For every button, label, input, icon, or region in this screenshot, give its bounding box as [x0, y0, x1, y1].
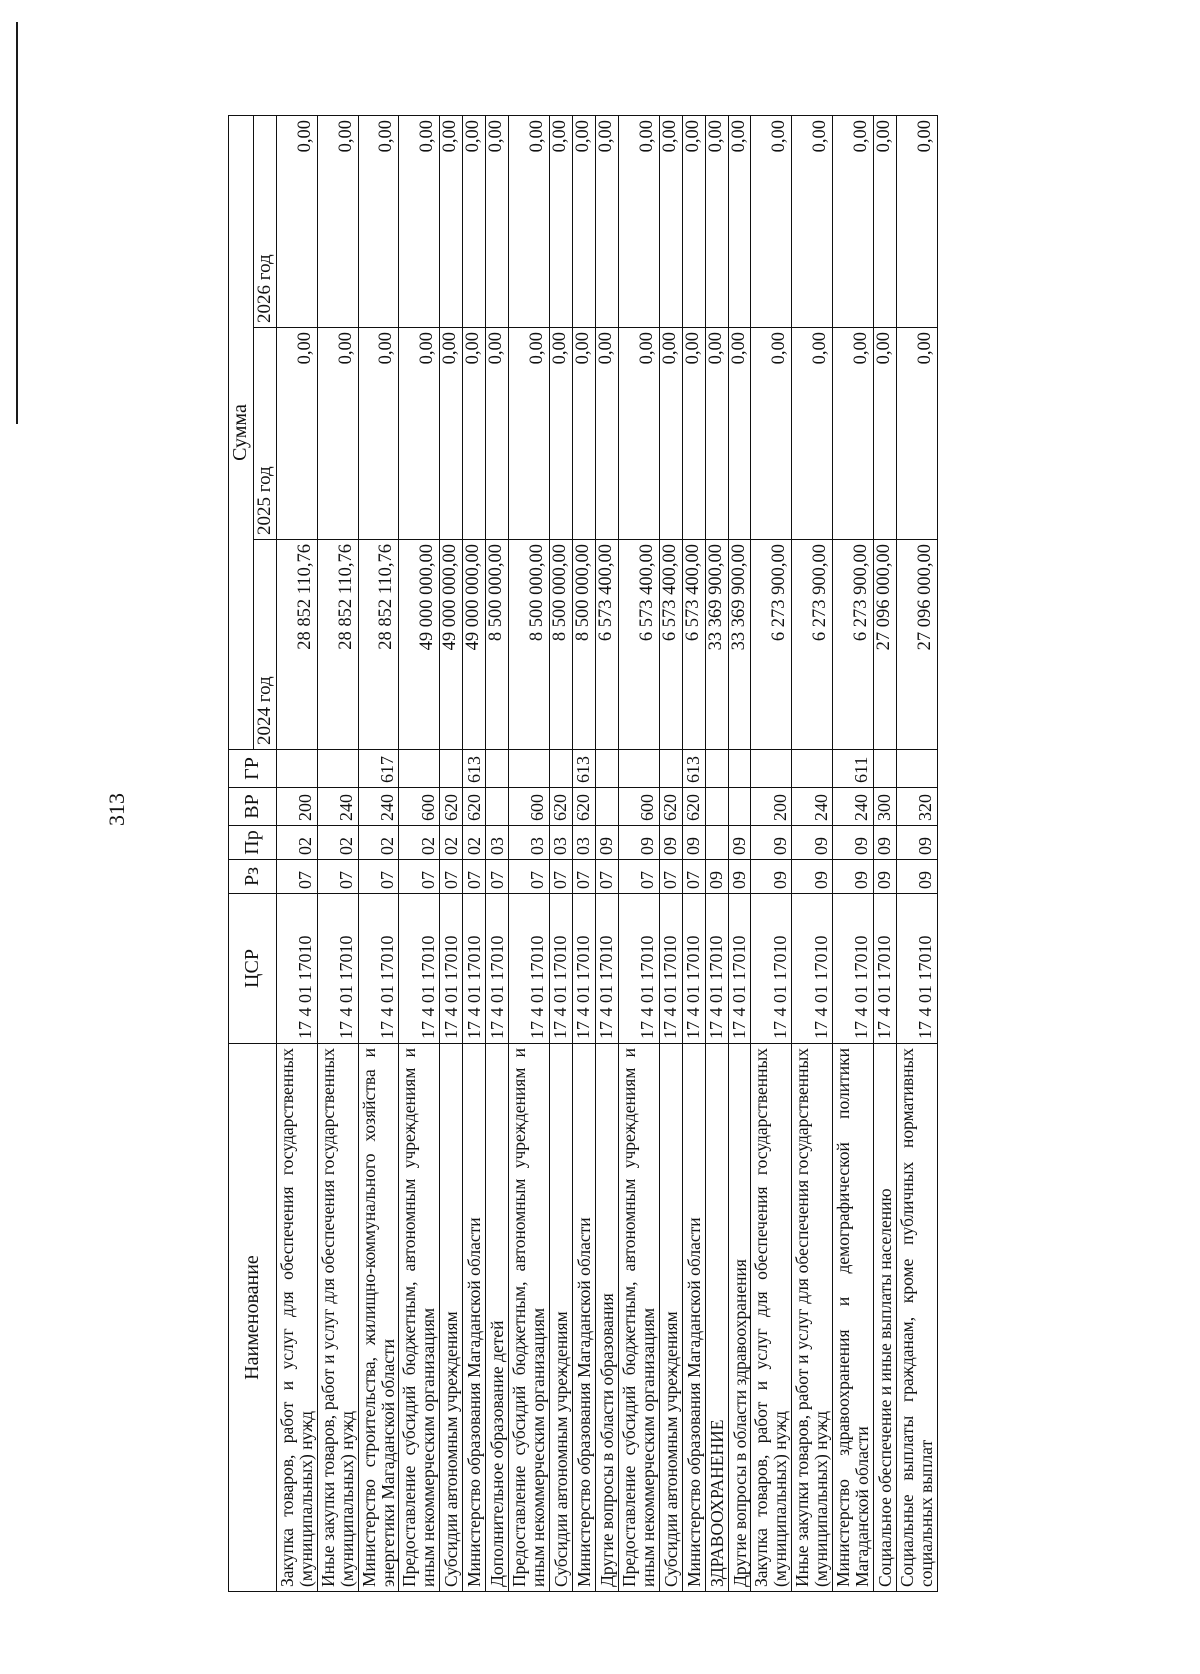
cell-csr: 17 4 01 17010 — [873, 894, 896, 1044]
cell-csr: 17 4 01 17010 — [792, 894, 833, 1044]
cell-rz: 07 — [486, 860, 509, 894]
cell-gr — [399, 750, 440, 788]
cell-sum-2026: 0,00 — [833, 115, 874, 327]
cell-name: Закупка товаров, работ и услуг для обеспечения государственных (муниципальных) нужд — [277, 1044, 318, 1592]
cell-csr: 17 4 01 17010 — [833, 894, 874, 1044]
table-header-row — [229, 115, 254, 1591]
cell-sum-2026: 0,00 — [509, 115, 550, 327]
cell-sum-2024: 6 573 400,00 — [682, 540, 705, 750]
cell-gr — [509, 750, 550, 788]
cell-sum-2026: 0,00 — [440, 115, 463, 327]
table-row — [358, 115, 399, 1591]
cell-name: Субсидии автономным учреждениям — [659, 1044, 682, 1592]
cell-pr: 09 — [873, 826, 896, 860]
cell-sum-2025: 0,00 — [463, 328, 486, 540]
cell-sum-2024: 8 500 000,00 — [509, 540, 550, 750]
header-pr: Пр — [229, 826, 277, 860]
table-row — [440, 115, 463, 1591]
table-row — [463, 115, 486, 1591]
cell-vr: 240 — [833, 788, 874, 826]
header-year-2024: 2024 год — [253, 540, 277, 750]
cell-rz: 09 — [833, 860, 874, 894]
cell-pr: 09 — [728, 826, 751, 860]
cell-vr: 240 — [358, 788, 399, 826]
cell-sum-2025: 0,00 — [751, 328, 792, 540]
table-row — [572, 115, 595, 1591]
cell-sum-2024: 6 573 400,00 — [618, 540, 659, 750]
cell-vr: 620 — [549, 788, 572, 826]
cell-sum-2024: 8 500 000,00 — [486, 540, 509, 750]
cell-sum-2025: 0,00 — [682, 328, 705, 540]
header-year-2025: 2025 год — [253, 328, 277, 540]
cell-rz: 07 — [509, 860, 550, 894]
cell-csr: 17 4 01 17010 — [659, 894, 682, 1044]
cell-pr: 09 — [659, 826, 682, 860]
scan-edge-line — [16, 22, 18, 424]
cell-pr: 03 — [509, 826, 550, 860]
cell-sum-2025: 0,00 — [873, 328, 896, 540]
cell-csr: 17 4 01 17010 — [618, 894, 659, 1044]
cell-sum-2026: 0,00 — [896, 115, 937, 327]
cell-vr: 620 — [572, 788, 595, 826]
cell-sum-2026: 0,00 — [618, 115, 659, 327]
cell-sum-2026: 0,00 — [572, 115, 595, 327]
cell-sum-2025: 0,00 — [277, 328, 318, 540]
cell-pr: 02 — [358, 826, 399, 860]
cell-sum-2024: 49 000 000,00 — [399, 540, 440, 750]
cell-pr: 03 — [572, 826, 595, 860]
table-row — [659, 115, 682, 1591]
page-number: 313 — [104, 793, 129, 826]
cell-pr — [705, 826, 728, 860]
cell-rz: 07 — [399, 860, 440, 894]
header-gr: ГР — [229, 750, 277, 788]
cell-csr: 17 4 01 17010 — [572, 894, 595, 1044]
table-row — [317, 115, 358, 1591]
cell-gr — [751, 750, 792, 788]
cell-sum-2025: 0,00 — [572, 328, 595, 540]
table-row — [728, 115, 751, 1591]
cell-sum-2025: 0,00 — [358, 328, 399, 540]
cell-rz: 07 — [618, 860, 659, 894]
cell-gr: 613 — [572, 750, 595, 788]
cell-sum-2025: 0,00 — [509, 328, 550, 540]
cell-sum-2025: 0,00 — [728, 328, 751, 540]
cell-name: Дополнительное образование детей — [486, 1044, 509, 1592]
cell-name: Другие вопросы в области образования — [595, 1044, 618, 1592]
cell-rz: 07 — [549, 860, 572, 894]
header-rz: Рз — [229, 860, 277, 894]
cell-name: ЗДРАВООХРАНЕНИЕ — [705, 1044, 728, 1592]
cell-sum-2026: 0,00 — [358, 115, 399, 327]
cell-sum-2024: 27 096 000,00 — [873, 540, 896, 750]
cell-name: Иные закупки товаров, работ и услуг для обеспечения государственных (муниципальных) нужд — [792, 1044, 833, 1592]
cell-name: Социальное обеспечение и иные выплаты населению — [873, 1044, 896, 1592]
cell-csr: 17 4 01 17010 — [486, 894, 509, 1044]
cell-csr: 17 4 01 17010 — [751, 894, 792, 1044]
cell-vr: 200 — [277, 788, 318, 826]
cell-name: Предоставление субсидий бюджетным, автономным учреждениям и иным некоммерческим организациям — [618, 1044, 659, 1592]
header-vr: ВР — [229, 788, 277, 826]
cell-csr: 17 4 01 17010 — [277, 894, 318, 1044]
cell-vr: 600 — [509, 788, 550, 826]
cell-csr: 17 4 01 17010 — [463, 894, 486, 1044]
cell-vr: 240 — [792, 788, 833, 826]
cell-sum-2024: 6 573 400,00 — [659, 540, 682, 750]
cell-pr: 09 — [792, 826, 833, 860]
cell-rz: 09 — [705, 860, 728, 894]
cell-gr — [618, 750, 659, 788]
cell-csr: 17 4 01 17010 — [728, 894, 751, 1044]
cell-name: Министерство образования Магаданской области — [463, 1044, 486, 1592]
cell-pr: 02 — [440, 826, 463, 860]
cell-rz: 07 — [572, 860, 595, 894]
cell-csr: 17 4 01 17010 — [509, 894, 550, 1044]
cell-sum-2024: 6 273 900,00 — [792, 540, 833, 750]
cell-vr: 620 — [682, 788, 705, 826]
cell-rz: 07 — [277, 860, 318, 894]
cell-sum-2026: 0,00 — [792, 115, 833, 327]
table-row — [277, 115, 318, 1591]
cell-gr: 617 — [358, 750, 399, 788]
cell-rz: 09 — [728, 860, 751, 894]
cell-sum-2024: 6 273 900,00 — [833, 540, 874, 750]
cell-pr: 02 — [463, 826, 486, 860]
cell-csr: 17 4 01 17010 — [358, 894, 399, 1044]
cell-sum-2024: 28 852 110,76 — [317, 540, 358, 750]
cell-name: Другие вопросы в области здравоохранения — [728, 1044, 751, 1592]
cell-sum-2024: 27 096 000,00 — [896, 540, 937, 750]
cell-gr — [317, 750, 358, 788]
table-row — [833, 115, 874, 1591]
cell-vr: 300 — [873, 788, 896, 826]
cell-sum-2025: 0,00 — [659, 328, 682, 540]
cell-vr — [728, 788, 751, 826]
table-row — [509, 115, 550, 1591]
cell-gr — [873, 750, 896, 788]
cell-sum-2024: 28 852 110,76 — [358, 540, 399, 750]
cell-sum-2024: 33 369 900,00 — [705, 540, 728, 750]
cell-gr — [728, 750, 751, 788]
cell-gr — [595, 750, 618, 788]
cell-sum-2026: 0,00 — [659, 115, 682, 327]
header-csr: ЦСР — [229, 894, 277, 1044]
rotated-page-content — [228, 116, 1078, 1592]
table-body — [277, 115, 937, 1591]
cell-pr: 09 — [595, 826, 618, 860]
cell-sum-2025: 0,00 — [792, 328, 833, 540]
cell-csr: 17 4 01 17010 — [682, 894, 705, 1044]
cell-rz: 07 — [659, 860, 682, 894]
cell-gr — [659, 750, 682, 788]
cell-csr: 17 4 01 17010 — [399, 894, 440, 1044]
cell-gr — [440, 750, 463, 788]
cell-sum-2025: 0,00 — [618, 328, 659, 540]
cell-rz: 07 — [358, 860, 399, 894]
cell-vr: 200 — [751, 788, 792, 826]
cell-sum-2026: 0,00 — [486, 115, 509, 327]
cell-pr: 02 — [277, 826, 318, 860]
cell-rz: 09 — [792, 860, 833, 894]
cell-sum-2026: 0,00 — [751, 115, 792, 327]
cell-sum-2025: 0,00 — [833, 328, 874, 540]
cell-sum-2025: 0,00 — [896, 328, 937, 540]
cell-sum-2025: 0,00 — [399, 328, 440, 540]
cell-sum-2026: 0,00 — [873, 115, 896, 327]
table-row — [873, 115, 896, 1591]
cell-sum-2026: 0,00 — [705, 115, 728, 327]
cell-vr: 320 — [896, 788, 937, 826]
cell-sum-2026: 0,00 — [277, 115, 318, 327]
cell-pr: 03 — [486, 826, 509, 860]
cell-sum-2024: 8 500 000,00 — [572, 540, 595, 750]
cell-sum-2025: 0,00 — [705, 328, 728, 540]
cell-gr — [705, 750, 728, 788]
cell-name: Предоставление субсидий бюджетным, автономным учреждениям и иным некоммерческим организациям — [509, 1044, 550, 1592]
cell-vr — [486, 788, 509, 826]
cell-sum-2024: 6 273 900,00 — [751, 540, 792, 750]
cell-name: Министерство здравоохранения и демографической политики Магаданской области — [833, 1044, 874, 1592]
cell-name: Субсидии автономным учреждениям — [549, 1044, 572, 1592]
cell-csr: 17 4 01 17010 — [595, 894, 618, 1044]
cell-rz: 07 — [440, 860, 463, 894]
cell-sum-2025: 0,00 — [595, 328, 618, 540]
cell-gr — [486, 750, 509, 788]
cell-rz: 07 — [463, 860, 486, 894]
cell-rz: 07 — [317, 860, 358, 894]
cell-sum-2025: 0,00 — [549, 328, 572, 540]
cell-csr: 17 4 01 17010 — [549, 894, 572, 1044]
cell-sum-2024: 6 573 400,00 — [595, 540, 618, 750]
cell-vr: 620 — [659, 788, 682, 826]
cell-sum-2024: 49 000 000,00 — [440, 540, 463, 750]
table-row — [751, 115, 792, 1591]
cell-sum-2026: 0,00 — [399, 115, 440, 327]
cell-sum-2026: 0,00 — [463, 115, 486, 327]
cell-gr: 611 — [833, 750, 874, 788]
cell-name: Министерство строительства, жилищно-коммунального хозяйства и энергетики Магаданской области — [358, 1044, 399, 1592]
cell-name: Иные закупки товаров, работ и услуг для обеспечения государственных (муниципальных) нужд — [317, 1044, 358, 1592]
cell-sum-2024: 8 500 000,00 — [549, 540, 572, 750]
cell-sum-2026: 0,00 — [728, 115, 751, 327]
cell-gr: 613 — [463, 750, 486, 788]
cell-gr — [792, 750, 833, 788]
header-year-2026: 2026 год — [253, 115, 277, 327]
table-row — [549, 115, 572, 1591]
cell-rz: 07 — [682, 860, 705, 894]
cell-vr: 620 — [440, 788, 463, 826]
cell-sum-2026: 0,00 — [595, 115, 618, 327]
cell-pr: 09 — [682, 826, 705, 860]
cell-sum-2025: 0,00 — [486, 328, 509, 540]
table-row — [705, 115, 728, 1591]
cell-vr — [595, 788, 618, 826]
cell-rz: 09 — [751, 860, 792, 894]
table-row — [618, 115, 659, 1591]
cell-sum-2025: 0,00 — [317, 328, 358, 540]
cell-name: Субсидии автономным учреждениям — [440, 1044, 463, 1592]
cell-name: Закупка товаров, работ и услуг для обеспечения государственных (муниципальных) нужд — [751, 1044, 792, 1592]
table-row — [792, 115, 833, 1591]
cell-vr: 600 — [618, 788, 659, 826]
cell-vr — [705, 788, 728, 826]
cell-pr: 09 — [618, 826, 659, 860]
cell-sum-2026: 0,00 — [549, 115, 572, 327]
header-name: Наименование — [229, 1044, 277, 1592]
cell-name: Министерство образования Магаданской области — [682, 1044, 705, 1592]
cell-pr: 02 — [399, 826, 440, 860]
cell-rz: 09 — [896, 860, 937, 894]
table-row — [399, 115, 440, 1591]
cell-gr — [277, 750, 318, 788]
table-row — [486, 115, 509, 1591]
cell-vr: 240 — [317, 788, 358, 826]
cell-vr: 600 — [399, 788, 440, 826]
cell-rz: 09 — [873, 860, 896, 894]
table-row — [682, 115, 705, 1591]
cell-gr — [896, 750, 937, 788]
cell-sum-2024: 33 369 900,00 — [728, 540, 751, 750]
cell-csr: 17 4 01 17010 — [705, 894, 728, 1044]
cell-name: Социальные выплаты гражданам, кроме публичных нормативных социальных выплат — [896, 1044, 937, 1592]
cell-pr: 02 — [317, 826, 358, 860]
cell-sum-2026: 0,00 — [317, 115, 358, 327]
cell-sum-2024: 49 000 000,00 — [463, 540, 486, 750]
cell-pr: 09 — [896, 826, 937, 860]
cell-sum-2025: 0,00 — [440, 328, 463, 540]
cell-csr: 17 4 01 17010 — [440, 894, 463, 1044]
cell-sum-2024: 28 852 110,76 — [277, 540, 318, 750]
cell-sum-2026: 0,00 — [682, 115, 705, 327]
cell-gr — [549, 750, 572, 788]
cell-name: Предоставление субсидий бюджетным, автономным учреждениям и иным некоммерческим организациям — [399, 1044, 440, 1592]
cell-pr: 03 — [549, 826, 572, 860]
cell-csr: 17 4 01 17010 — [317, 894, 358, 1044]
cell-name: Министерство образования Магаданской области — [572, 1044, 595, 1592]
table-row — [595, 115, 618, 1591]
table-row — [896, 115, 937, 1591]
cell-vr: 620 — [463, 788, 486, 826]
cell-pr: 09 — [833, 826, 874, 860]
budget-table — [228, 115, 938, 1592]
cell-csr: 17 4 01 17010 — [896, 894, 937, 1044]
cell-pr: 09 — [751, 826, 792, 860]
cell-rz: 07 — [595, 860, 618, 894]
header-sum: Сумма — [229, 115, 254, 749]
cell-gr: 613 — [682, 750, 705, 788]
